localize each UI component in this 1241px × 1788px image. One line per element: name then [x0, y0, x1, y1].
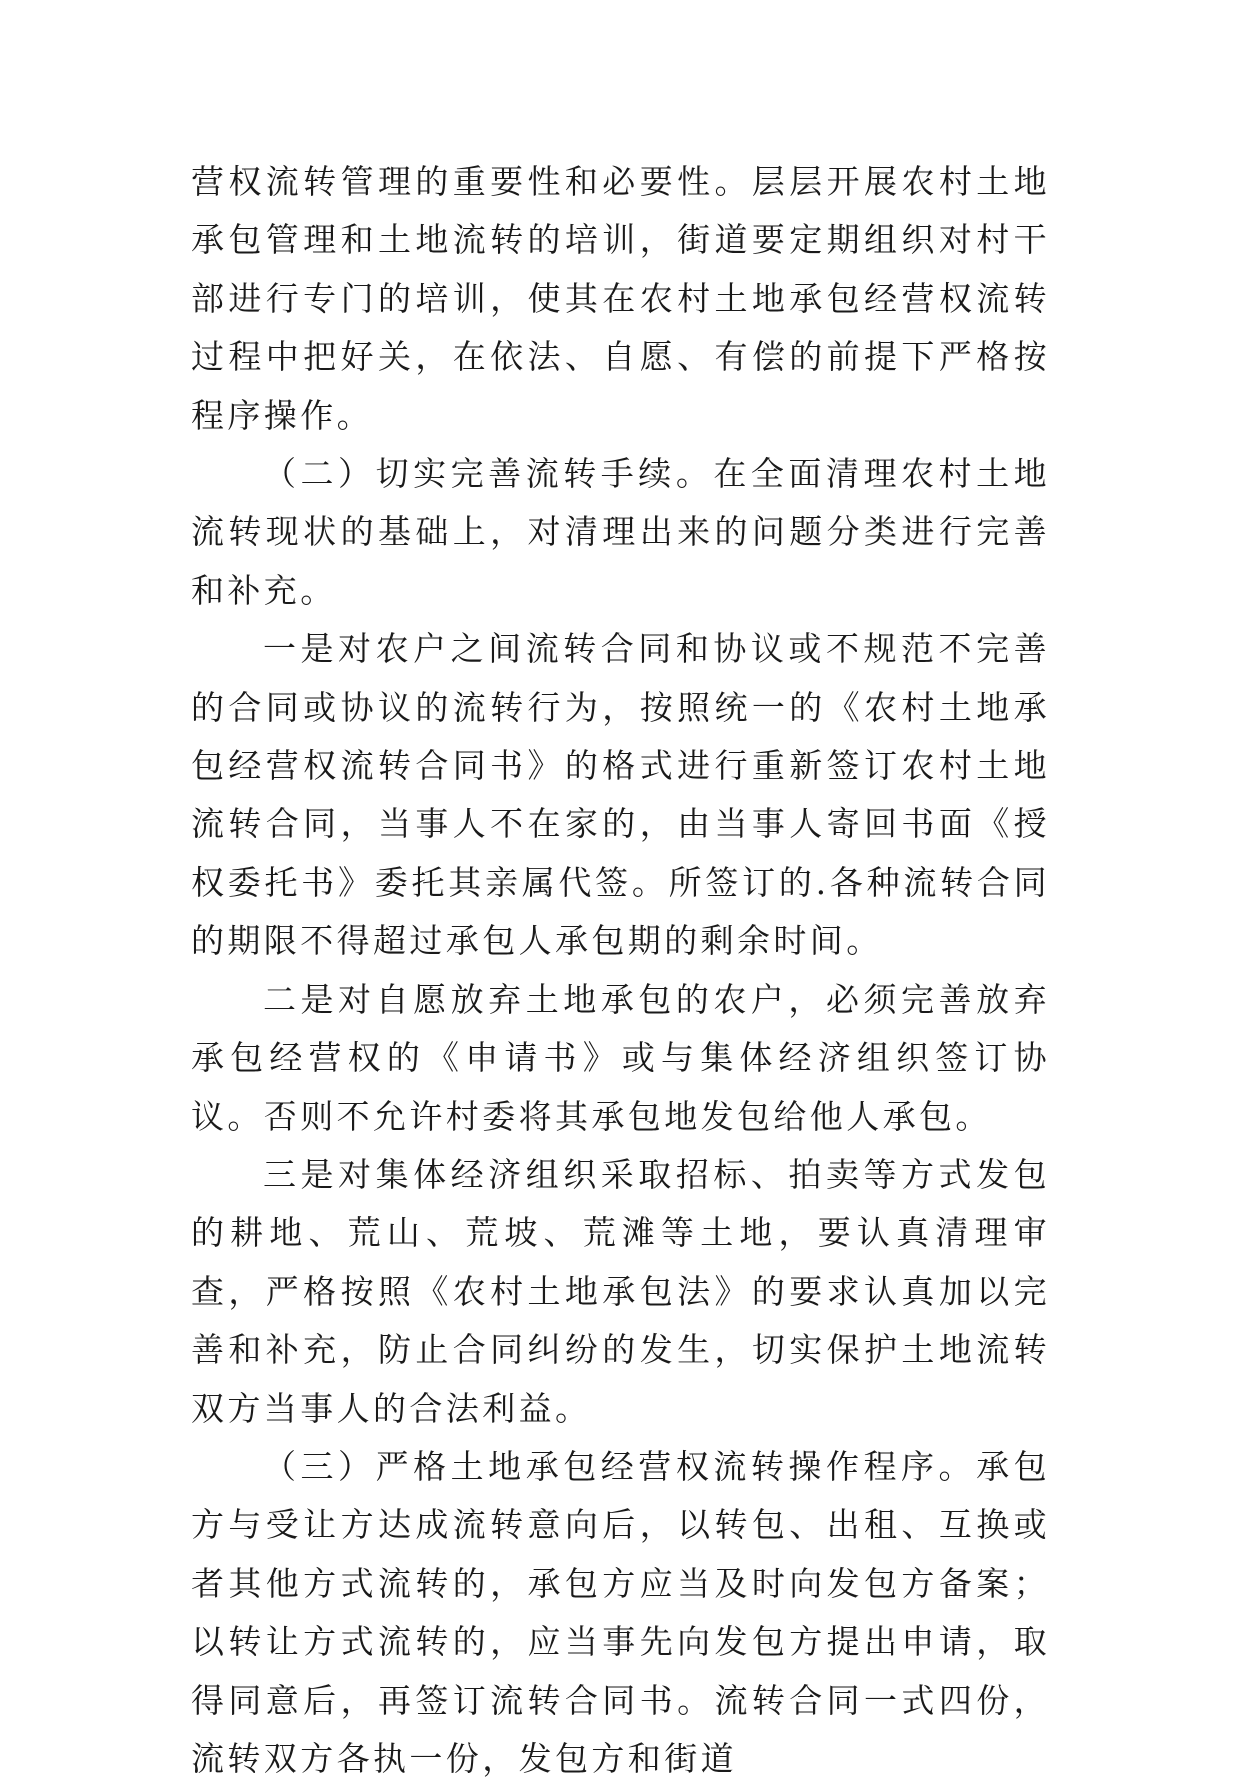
paragraph-1: 营权流转管理的重要性和必要性。层层开展农村土地承包管理和土地流转的培训，街道要定期组织对村干部进行专门的培训，使其在农村土地承包经营权流转过程中把好关，在依法、自愿、有偿的前提下严格按程序操作。: [191, 162, 1050, 435]
paragraph-6: （三）严格土地承包经营权流转操作程序。承包方与受让方达成流转意向后，以转包、出租、互换或者其他方式流转的，承包方应当及时向发包方备案；以转让方式流转的，应当事先向发包方提出申请，取得同意后，再签订流转合同书。流转合同一式四份，流转双方各执一份，发包方和街道: [191, 1446, 1050, 1778]
paragraph-5: 三是对集体经济组织采取招标、拍卖等方式发包的耕地、荒山、荒坡、荒滩等土地，要认真清理审查，严格按照《农村土地承包法》的要求认真加以完善和补充，防止合同纠纷的发生，切实保护土地流转双方当事人的合法利益。: [191, 1154, 1050, 1428]
document-body: [191, 153, 1050, 1788]
paragraph-2: （二）切实完善流转手续。在全面清理农村土地流转现状的基础上，对清理出来的问题分类进行完善和补充。: [191, 454, 1050, 610]
paragraph-3: 一是对农户之间流转合同和协议或不规范不完善的合同或协议的流转行为，按照统一的《农村土地承包经营权流转合同书》的格式进行重新签订农村土地流转合同，当事人不在家的，由当事人寄回书面《授权委托书》委托其亲属代签。所签订的.各种流转合同的期限不得超过承包人承包期的剩余时间。: [191, 629, 1050, 961]
paragraph-4: 二是对自愿放弃土地承包的农户，必须完善放弃承包经营权的《申请书》或与集体经济组织签订协议。否则不允许村委将其承包地发包给他人承包。: [191, 979, 1050, 1136]
